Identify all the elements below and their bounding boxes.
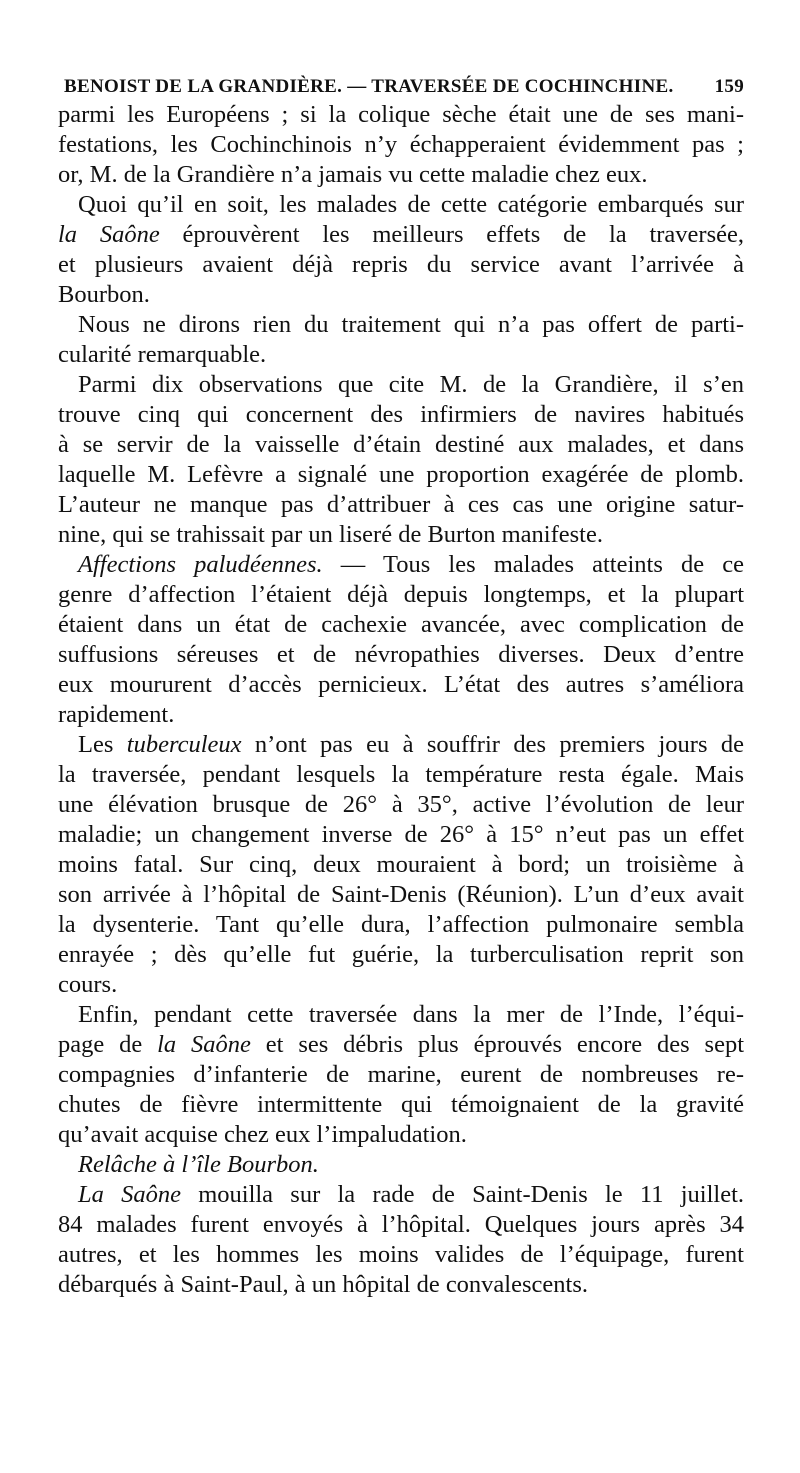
italic-segment: tuberculeux: [126, 731, 242, 758]
text-line: maladie; un changement inverse de 26° à 15° n’eut pas un effet: [58, 821, 744, 848]
text-line: la traversée, pendant lesquels la température resta égale. Mais: [58, 761, 744, 788]
text-line: [58, 550, 744, 580]
italic-segment: la Saône: [58, 221, 160, 248]
text-line: Nous ne dirons rien du traitement qui n’a pas offert de parti-: [78, 311, 744, 338]
text-segment: Les: [78, 731, 127, 758]
text-line: nine, qui se trahissait par un liseré de Burton manifeste.: [58, 521, 603, 548]
text-segment: n’ont pas eu à souffrir des premiers jours de: [241, 731, 745, 758]
text-line: chutes de fièvre intermittente qui témoignaient de la gravité: [58, 1091, 744, 1118]
text-line: suffusions séreuses et de névropathies diverses. Deux d’entre: [58, 641, 744, 668]
text-line: Bourbon.: [58, 281, 150, 308]
text-segment: — Tous les malades atteints de ce: [322, 551, 744, 578]
text-line: eux moururent d’accès pernicieux. L’état des autres s’améliora: [58, 671, 744, 698]
text-line: cours.: [58, 971, 118, 998]
text-line: à se servir de la vaisselle d’étain destiné aux malades, et dans: [58, 431, 744, 458]
italic-segment: La Saône: [78, 1181, 181, 1208]
text-line: parmi les Européens ; si la colique sèche était une de ses mani-: [58, 101, 744, 128]
text-line: [58, 1030, 744, 1060]
text-line: or, M. de la Grandière n’a jamais vu cette maladie chez eux.: [58, 161, 648, 188]
text-line: la dysenterie. Tant qu’elle dura, l’affection pulmonaire sembla: [58, 911, 744, 938]
italic-segment: la Saône: [157, 1031, 251, 1058]
text-line: qu’avait acquise chez eux l’impaludation.: [58, 1121, 467, 1148]
text-segment: mouilla sur la rade de Saint-Denis le 11 juillet.: [180, 1181, 745, 1208]
text-line: débarqués à Saint-Paul, à un hôpital de convalescents.: [58, 1271, 588, 1298]
text-line: Parmi dix observations que cite M. de la Grandière, il s’en: [78, 371, 744, 398]
text-line: [58, 1150, 744, 1180]
text-line: [58, 730, 744, 760]
text-line: Enfin, pendant cette traversée dans la mer de l’Inde, l’équi-: [78, 1001, 744, 1028]
running-head: BENOIST DE LA GRANDIÈRE. — TRAVERSÉE DE COCHINCHINE.: [64, 76, 674, 97]
text-segment: page de: [58, 1031, 158, 1058]
text-line: et plusieurs avaient déjà repris du service avant l’arrivée à: [58, 251, 744, 278]
page-number: 159: [714, 76, 744, 97]
text-line: laquelle M. Lefèvre a signalé une proportion exagérée de plomb.: [58, 461, 744, 488]
text-line: autres, et les hommes les moins valides de l’équipage, furent: [58, 1241, 744, 1268]
body-text: [58, 100, 744, 1300]
italic-segment: Affections paludéennes.: [78, 551, 323, 578]
text-segment: éprouvèrent les meilleurs effets de la traversée,: [159, 221, 744, 248]
text-line: [58, 220, 744, 250]
italic-segment: Relâche à l’île Bourbon.: [78, 1151, 319, 1178]
text-line: rapidement.: [58, 701, 175, 728]
text-line: étaient dans un état de cachexie avancée, avec complication de: [58, 611, 744, 638]
text-line: enrayée ; dès qu’elle fut guérie, la turberculisation reprit son: [58, 941, 744, 968]
text-line: trouve cinq qui concernent des infirmiers de navires habitués: [58, 401, 744, 428]
text-line: 84 malades furent envoyés à l’hôpital. Quelques jours après 34: [58, 1211, 744, 1238]
text-line: son arrivée à l’hôpital de Saint-Denis (Réunion). L’un d’eux avait: [58, 881, 744, 908]
text-line: compagnies d’infanterie de marine, eurent de nombreuses re-: [58, 1061, 744, 1088]
text-line: moins fatal. Sur cinq, deux mouraient à bord; un troisième à: [58, 851, 744, 878]
text-segment: et ses débris plus éprouvés encore des sept: [250, 1031, 745, 1058]
text-line: une élévation brusque de 26° à 35°, active l’évolution de leur: [58, 791, 744, 818]
text-line: festations, les Cochinchinois n’y échapperaient évidemment pas ;: [58, 131, 744, 158]
text-line: [58, 1180, 744, 1210]
text-line: Quoi qu’il en soit, les malades de cette catégorie embarqués sur: [78, 191, 744, 218]
text-line: genre d’affection l’étaient déjà depuis longtemps, et la plupart: [58, 581, 744, 608]
text-line: cularité remarquable.: [58, 341, 267, 368]
text-line: L’auteur ne manque pas d’attribuer à ces cas une origine satur-: [58, 491, 744, 518]
